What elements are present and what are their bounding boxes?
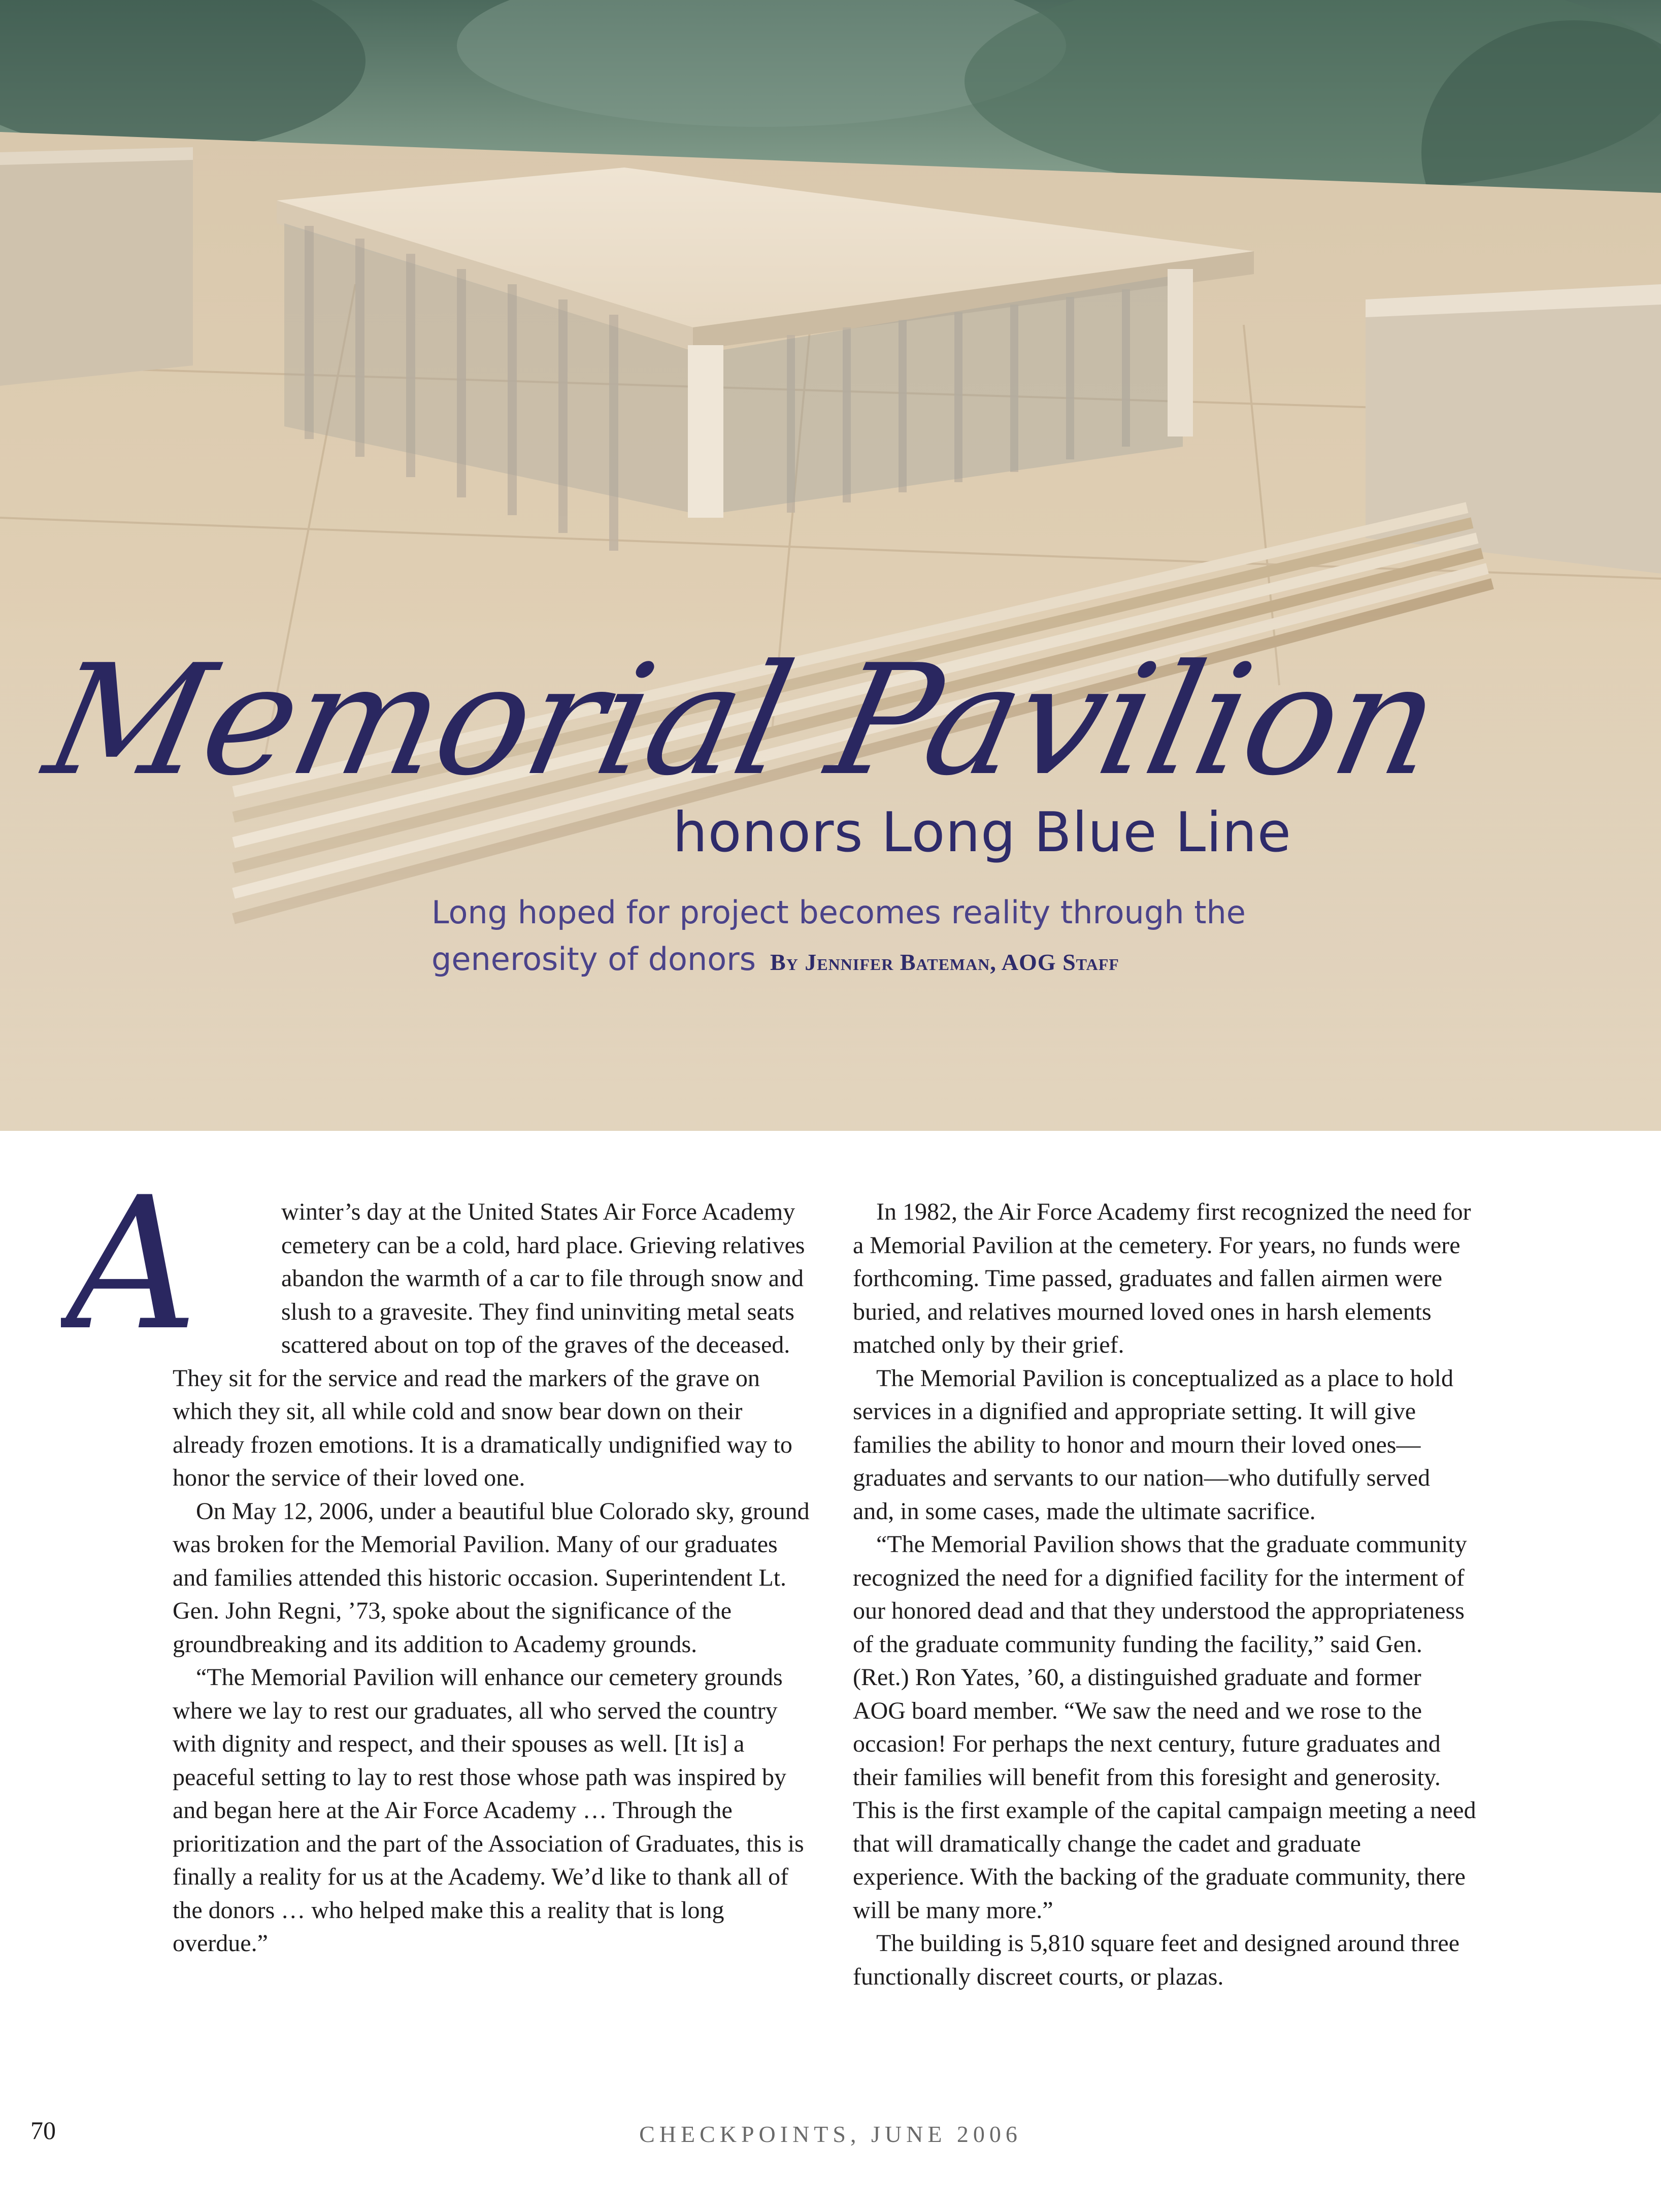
left-column xyxy=(66,1175,810,1960)
paragraph: “The Memorial Pavilion shows that the graduate community recognized the need for a dignified facility for the interment of our honored dead and that they understood the appropriateness of the graduate community funding the facility,” said Gen. (Ret.) Ron Yates, ’60, a distinguished graduate and former AOG board member. “We saw the need and we rose to the occasion! For perhaps the next century, future graduates and their families will benefit from this foresight and generosity. This is the first example of the capital campaign meeting a need that will dramatically change the cadet and graduate experience. With the backing of the graduate community, there will be many more.” xyxy=(853,1531,1476,1924)
drop-cap xyxy=(61,1175,274,1358)
paragraph: The Memorial Pavilion is conceptualized as a place to hold services in a dignified and appropriate setting. It will give families the ability to honor and mourn their loved ones—graduates and servants to our nation—who dutifully served and, in some cases, made the ultimate sacrifice. xyxy=(853,1364,1453,1525)
paragraph: winter’s day at the United States Air Force Academy cemetery can be a cold, hard place. Grieving relatives abandon the warmth of a car to file through snow and slush to a gravesite. They find uninviting metal seats scattered about on top of the graves of the deceased. They sit for the service and read the markers of the grave on which they sit, all while cold and snow bear down on their already frozen emotions. It is a dramatically undignified way to honor the service of their loved one. xyxy=(173,1198,805,1491)
article-subtitle: honors Long Blue Line xyxy=(673,801,1292,864)
running-footer: CHECKPOINTS, JUNE 2006 xyxy=(639,2121,1022,2147)
article-dek xyxy=(431,889,1396,986)
drop-cap-letter: A xyxy=(66,1175,198,1358)
dek-line-2-text: generosity of donors xyxy=(431,941,756,978)
right-column xyxy=(853,1195,1477,1993)
dek-line-2 xyxy=(431,936,1396,986)
byline: By Jennifer Bateman, AOG Staff xyxy=(770,949,1119,975)
dek-line-1: Long hoped for project becomes reality through the xyxy=(431,894,1246,931)
article-title: Memorial Pavilion xyxy=(32,632,1453,809)
paragraph: In 1982, the Air Force Academy first recognized the need for a Memorial Pavilion at the cemetery. For years, no funds were forthcoming. Time passed, graduates and fallen airmen were buried, and relatives mourned loved ones in harsh elements matched only by their grief. xyxy=(853,1198,1471,1358)
paragraph: The building is 5,810 square feet and designed around three functionally discreet courts, or plazas. xyxy=(853,1930,1459,1990)
page-number: 70 xyxy=(30,2116,56,2144)
paragraph: On May 12, 2006, under a beautiful blue Colorado sky, ground was broken for the Memorial Pavilion. Many of our graduates and families attended this historic occasion. Superintendent Lt. Gen. John Regni, ’73, spoke about the significance of the groundbreaking and its addition to Academy grounds. xyxy=(173,1497,810,1658)
paragraph: “The Memorial Pavilion will enhance our cemetery grounds where we lay to rest our graduates, all who served the country with dignity and respect, and their spouses as well. [It is] a peaceful setting to lay to rest those whose path was inspired by and began here at the Air Force Academy … Through the prioritization and the part of the Association of Graduates, this is finally a reality for us at the Academy. We’d like to thank all of the donors … who helped make this a reality that is long overdue.” xyxy=(173,1664,804,1957)
